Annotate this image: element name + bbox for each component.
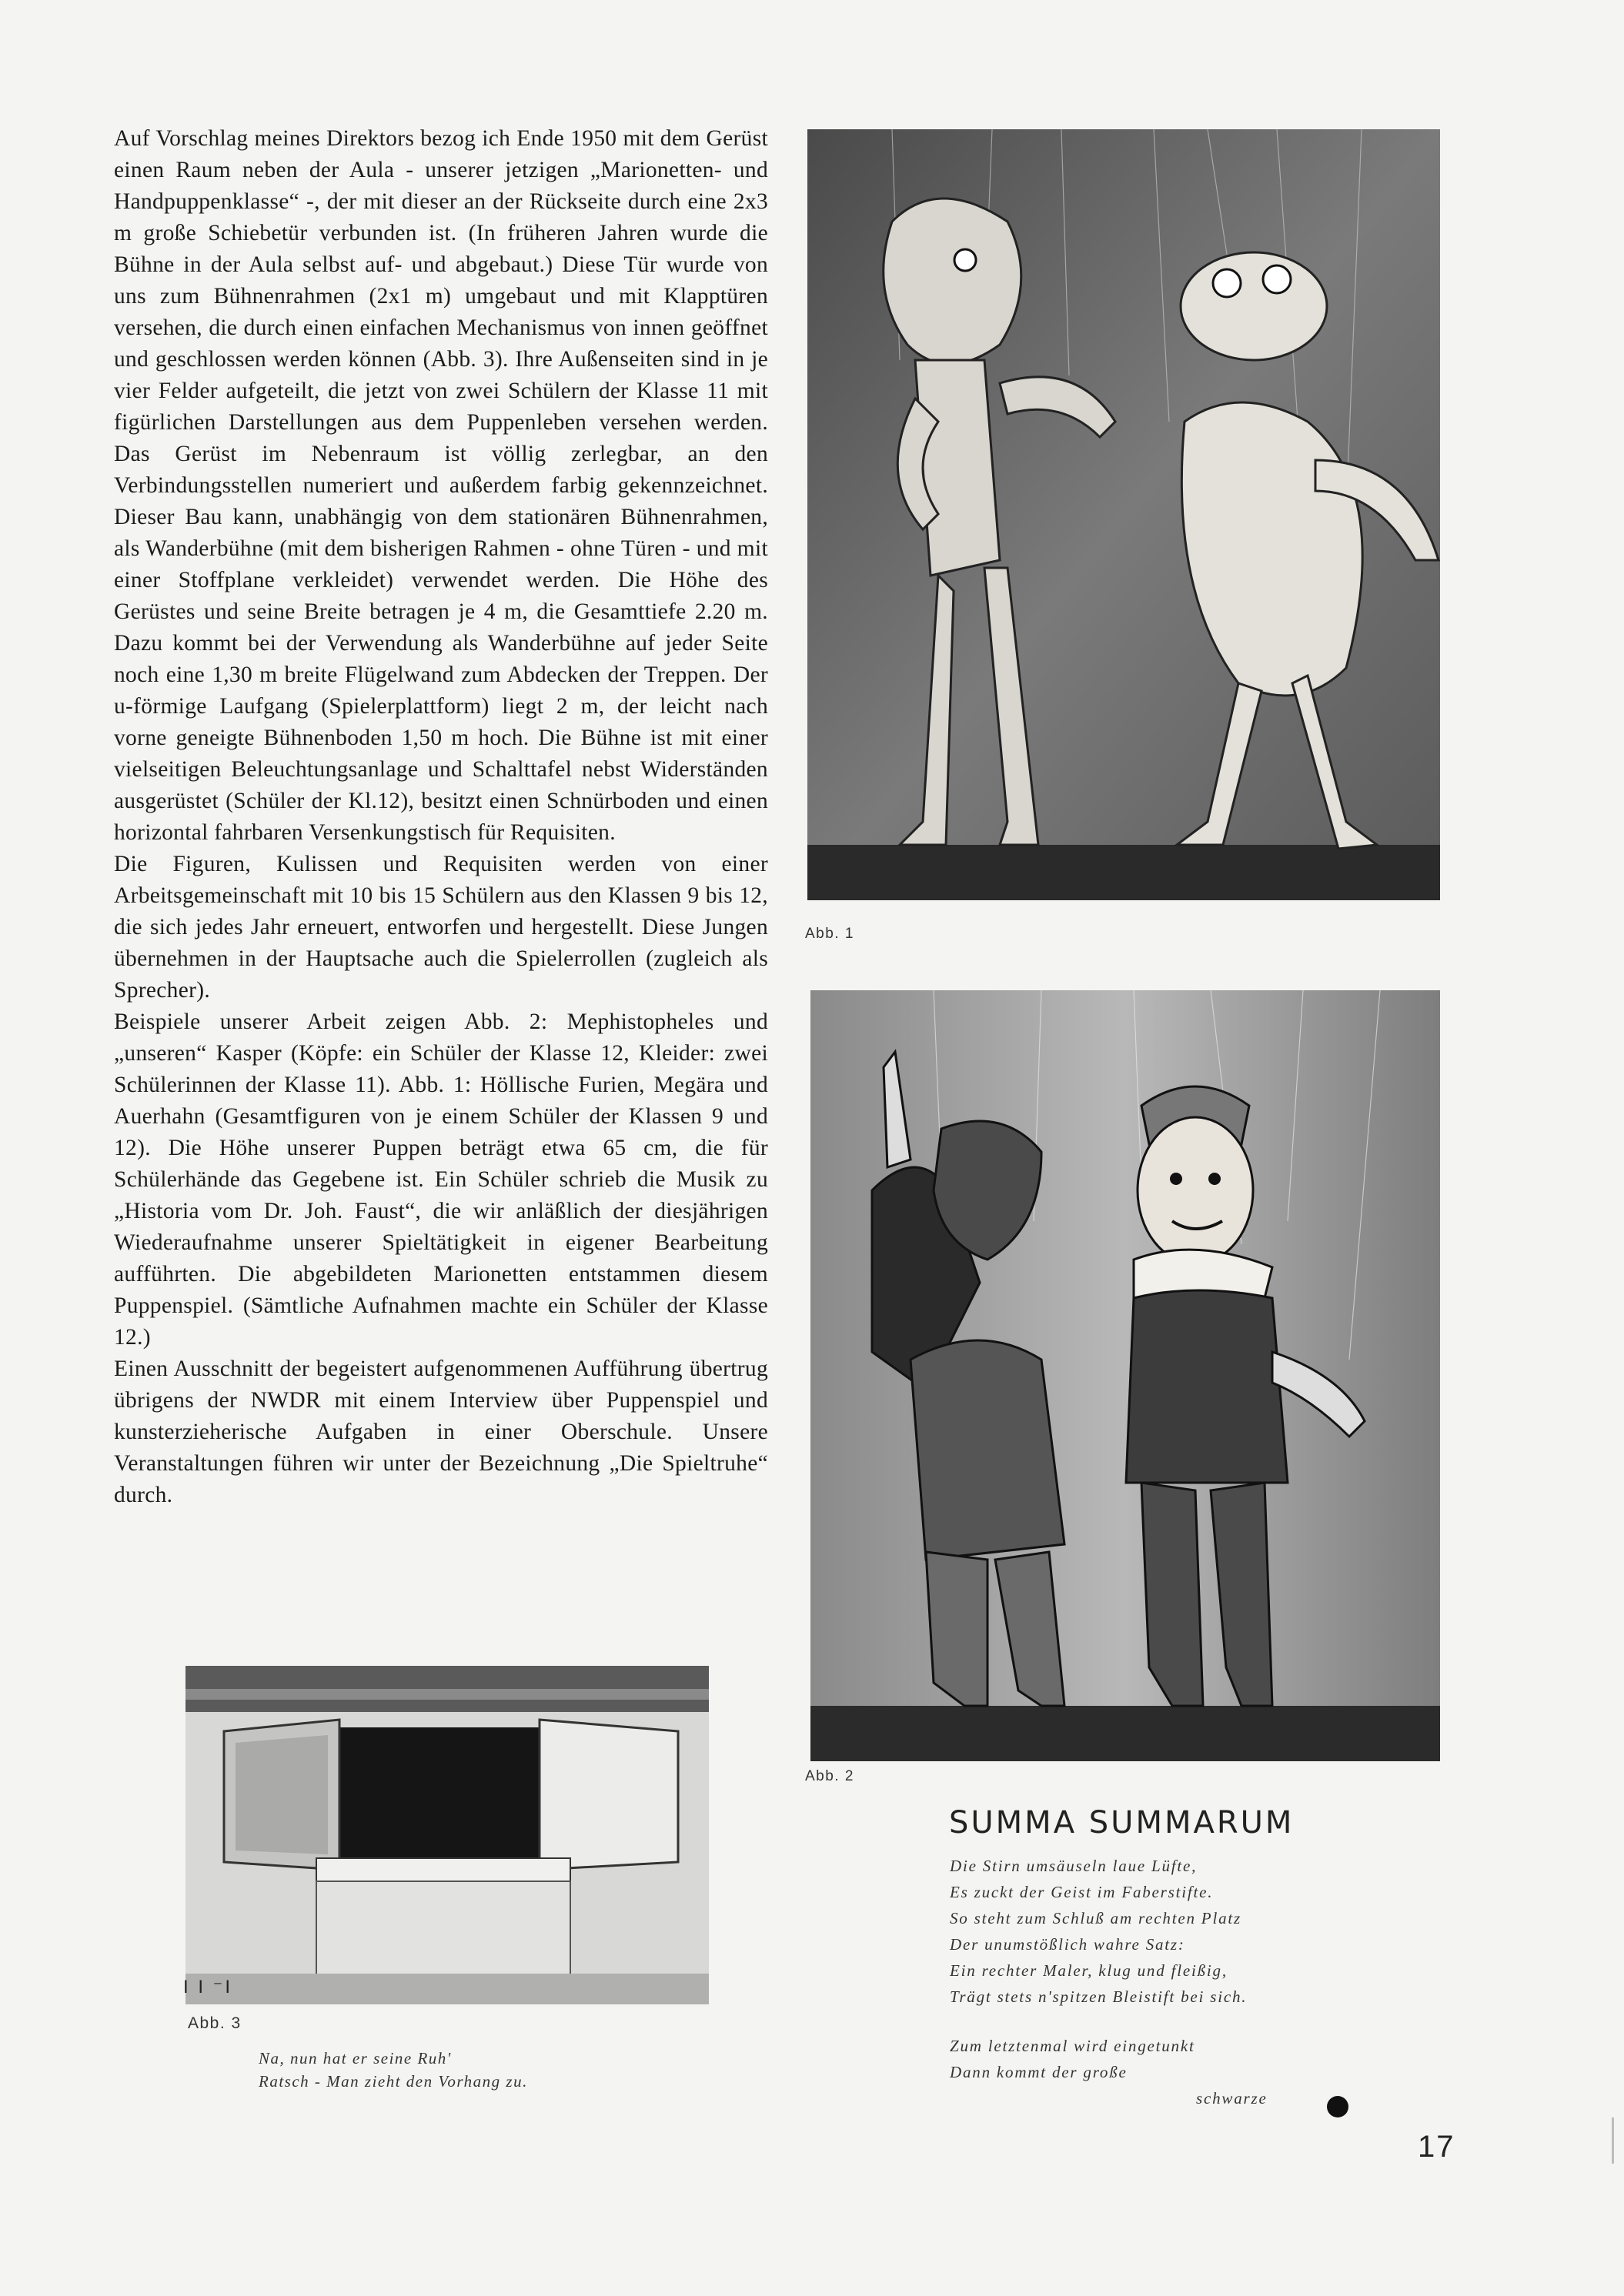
poem-last-word: schwarze [1196,2089,1268,2107]
fig2-caption: Abb. 2 [805,1768,854,1784]
fig3-verse-line: Na, nun hat er seine Ruh' [259,2049,452,2067]
fig3-verse-line: Ratsch - Man zieht den Vorhang zu. [259,2072,528,2091]
photo-fig3-stage-frame [185,1666,709,2004]
poem-line: Die Stirn umsäuseln laue Lüfte, [950,1857,1198,1875]
poem-line: Der unumstößlich wahre Satz: [950,1935,1185,1954]
poem-line: Zum letztenmal wird eingetunkt [950,2037,1195,2055]
fig3-marks: I I ⁻I [183,1977,233,1997]
article-paragraph: Die Figuren, Kulissen und Requisiten werden von einer Arbeitsgemeinschaft mit 10 bis 15 Schülern aus den Klassen 9 bis 12, die sich jedes Jahr erneuert, entworfen und hergestellt. Diese Jungen übernehmen in der Hauptsache auch die Spielerrollen (zugleich als Sprecher). [114,852,768,1003]
edge-mark [1612,2117,1614,2164]
article-text-column [114,123,768,1511]
article-paragraph: Auf Vorschlag meines Direktors bezog ich Ende 1950 mit dem Gerüst einen Raum neben der Aula - unserer jetzigen „Marionetten- und Handpuppenklasse“ -, der mit dieser an der Rückseite durch eine 2x3 m große Schiebetür verbunden ist. (In früheren Jahren wurde die Bühne in der Aula selbst auf- und abgebaut.) Diese Tür wurde von uns zum Bühnenrahmen (2x1 m) umgebaut und mit Klapptüren versehen, die durch einen einfachen Mechanismus von innen geöffnet und geschlossen werden können (Abb. 3). Ihre Außenseiten sind in je vier Felder aufgeteilt, die jetzt von zwei Schülern der Klasse 11 mit figürlichen Darstellungen aus dem Puppenleben versehen werden. Das Gerüst im Nebenraum ist völlig zerlegbar, an den Verbindungsstellen numeriert und außerdem farbig gekennzeichnet. Dieser Bau kann, unabhängig von dem stationären Bühnenrahmen, als Wanderbühne (mit dem bisherigen Rahmen - ohne Türen - und mit einer Stoffplane verkleidet) verwendet werden. Die Höhe des Gerüstes und seine Breite betragen je 4 m, die Gesamttiefe 2.20 m. Dazu kommt bei der Verwendung als Wanderbühne auf jeder Seite noch eine 1,30 m breite Flügelwand zum Abdecken der Treppen. Der u-förmige Laufgang (Spielerplattform) liegt 2 m, der leicht nach vorne geneigte Bühnenboden 1,50 m hoch. Die Bühne ist mit einer vielseitigen Beleuchtungsanlage und Schalttafel nebst Widerständen ausgerüstet (Schüler der Kl.12), besitzt einen Schnürboden und einen horizontal fahrbaren Versenkungstisch für Requisiten. [114,126,768,845]
fig3-verse [259,2047,528,2093]
poem-line: So steht zum Schluß am rechten Platz [950,1909,1241,1927]
poem-title: SUMMA SUMMARUM [949,1805,1295,1840]
poem-line: Trägt stets n'spitzen Bleistift bei sich. [950,1987,1248,2006]
photo-fig1-furies-marionettes [807,129,1440,900]
poem-line: Ein rechter Maler, klug und fleißig, [950,1961,1228,1980]
article-paragraph: Einen Ausschnitt der begeistert aufgenommenen Aufführung übertrug übrigens der NWDR mit einem Interview über Puppenspiel und kunsterzieherische Aufgaben in einer Oberschule. Unsere Veranstaltungen führen wir unter der Bezeichnung „Die Spieltruhe“ durch. [114,1357,768,1507]
ink-dot-icon [1327,2096,1348,2117]
page-number: 17 [1418,2130,1455,2164]
fig1-caption: Abb. 1 [805,926,854,942]
photo-fig2-mephisto-kasper [810,990,1440,1761]
poem-line: Es zuckt der Geist im Faberstifte. [950,1883,1214,1901]
poem-line: Dann kommt der große [950,2063,1128,2081]
poem-stanza-gap [950,2010,1268,2033]
fig3-caption: Abb. 3 [188,2014,242,2032]
poem-body [950,1853,1268,2111]
article-paragraph: Beispiele unserer Arbeit zeigen Abb. 2: Mephistopheles und „unseren“ Kasper (Köpfe: ein Schüler der Klasse 12, Kleider: zwei Schülerinnen der Klasse 11). Abb. 1: Höllische Furien, Megära und Auerhahn (Gesamtfiguren von je einem Schüler der Klassen 9 und 12). Die Höhe unserer Puppen beträgt etwa 65 cm, die für Schülerhände das Gegebene ist. Ein Schüler schrieb die Musik zu „Historia vom Dr. Joh. Faust“, die wir anläßlich der diesjährigen Wiederaufnahme unserer Spieltätigkeit in eigener Bearbeitung aufführten. Die abgebildeten Marionetten entstammen diesem Puppenspiel. (Sämtliche Aufnahmen machte ein Schüler der Klasse 12.) [114,1010,768,1350]
